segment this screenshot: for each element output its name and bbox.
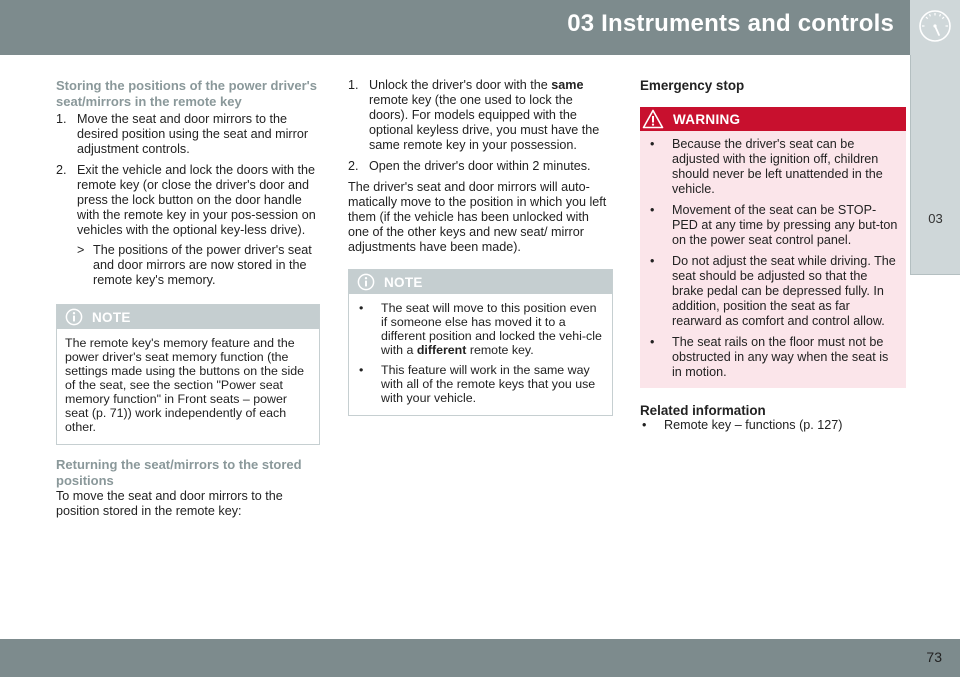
warning-box [640, 107, 906, 388]
section-heading-store: Storing the positions of the power driver's seat/mirrors in the remote key [56, 78, 317, 109]
list-item [348, 78, 613, 153]
note-box-seat [348, 269, 613, 416]
step-text: Open the driver's door within 2 minutes. [369, 159, 591, 173]
related-list [640, 418, 906, 433]
step-number: 1. [56, 112, 67, 126]
speedometer-icon [917, 8, 953, 44]
list-item [648, 137, 898, 197]
bullet: • [650, 335, 655, 349]
warning-body [640, 131, 906, 388]
step-number: 2. [56, 163, 67, 177]
column-1 [56, 78, 320, 525]
return-steps [348, 78, 613, 174]
list-item [648, 335, 898, 380]
page-footer [0, 639, 960, 677]
store-steps [56, 112, 320, 288]
info-icon [357, 273, 375, 291]
note-label: NOTE [92, 310, 131, 325]
step-text-emphasis: same [551, 78, 584, 92]
page-header [0, 0, 960, 55]
column-2 [348, 78, 613, 416]
bullet-text: This feature will work in the same way with all of the remote keys that you use with your vehicle. [381, 363, 596, 405]
result-text: The positions of the power driver's seat and door mirrors are now stored in the remote key's memory. [93, 243, 312, 287]
list-item [648, 254, 898, 329]
warning-label: WARNING [673, 112, 741, 127]
warning-triangle-icon [642, 109, 664, 129]
column-3 [640, 78, 906, 439]
bullet-text: Do not adjust the seat while driving. The seat should be adjusted so that the brake pedal can be depressed fully. In addition, position the seat as far rearward as comfort and control allow. [672, 254, 896, 328]
step-result [77, 243, 320, 288]
list-item [56, 163, 320, 288]
bullet-text-emphasis: different [416, 343, 467, 357]
list-item [348, 159, 613, 174]
note-text: The remote key's memory feature and the power driver's seat memory function (the settings made using the buttons on the side of the seat, see the section "Power seat memory function" in Front seats – power seat (p. 71)) work independently of each other. [65, 336, 305, 434]
info-icon [65, 308, 83, 326]
bullet-text-pre: The seat will move to this position even if someone else has moved it to a different position and locked the vehi-cle with a [381, 301, 602, 357]
note-header [349, 270, 612, 294]
step-text: Exit the vehicle and lock the doors with the remote key (or close the driver's door and press the lock button on the door handle with the remote key in your pos-session on vehicles with the optional key-less drive). [77, 163, 316, 237]
chapter-title: 03 Instruments and controls [567, 10, 894, 37]
bullet: • [642, 418, 647, 432]
note-header [57, 305, 319, 329]
return-intro: To move the seat and door mirrors to the position stored in the remote key: [56, 489, 283, 518]
note-box-memory [56, 304, 320, 445]
section-heading-return: Returning the seat/mirrors to the stored positions [56, 457, 302, 488]
list-item [648, 203, 898, 248]
result-marker: > [77, 243, 85, 257]
warning-header [640, 107, 906, 131]
list-item [640, 418, 906, 433]
related-heading: Related information [640, 403, 766, 418]
bullet: • [359, 301, 364, 315]
bullet: • [359, 363, 364, 377]
chapter-icon-box [910, 0, 960, 55]
step-text-post: remote key (the one used to lock the doors). For models equipped with the optional keyless drive, you must have the same remote key in your possession. [369, 93, 600, 152]
step-text: Move the seat and door mirrors to the desired position using the seat and mirror adjustment controls. [77, 112, 309, 156]
bullet: • [650, 137, 655, 151]
bullet-text: The seat rails on the floor must not be obstructed in any way when the seat is in motion. [672, 335, 889, 379]
step-text-pre: Unlock the driver's door with the [369, 78, 552, 92]
auto-move-paragraph: The driver's seat and door mirrors will auto-matically move to the position in which you left them (if the vehicle has been unlocked with one of the other keys and new seat/ mirror adjustments have been made). [348, 180, 607, 254]
page-number: 73 [926, 649, 942, 665]
note-label: NOTE [384, 275, 423, 290]
step-number: 1. [348, 78, 359, 92]
list-item [56, 112, 320, 157]
chapter-tab [910, 55, 960, 275]
note-body [349, 294, 612, 415]
bullet: • [650, 203, 655, 217]
chapter-tab-label: 03 [928, 211, 943, 226]
section-heading-emergency: Emergency stop [640, 78, 745, 93]
bullet-text-post: remote key. [466, 343, 534, 357]
bullet-text: Movement of the seat can be STOP-PED at any time by pressing any but-ton on the power seat control panel. [672, 203, 898, 247]
bullet-text: Because the driver's seat can be adjusted with the ignition off, children should never be left unattended in the vehicle. [672, 137, 883, 196]
bullet: • [650, 254, 655, 268]
list-item [357, 363, 604, 405]
step-number: 2. [348, 159, 359, 173]
list-item [357, 301, 604, 357]
related-link[interactable]: Remote key – functions (p. 127) [664, 418, 843, 432]
